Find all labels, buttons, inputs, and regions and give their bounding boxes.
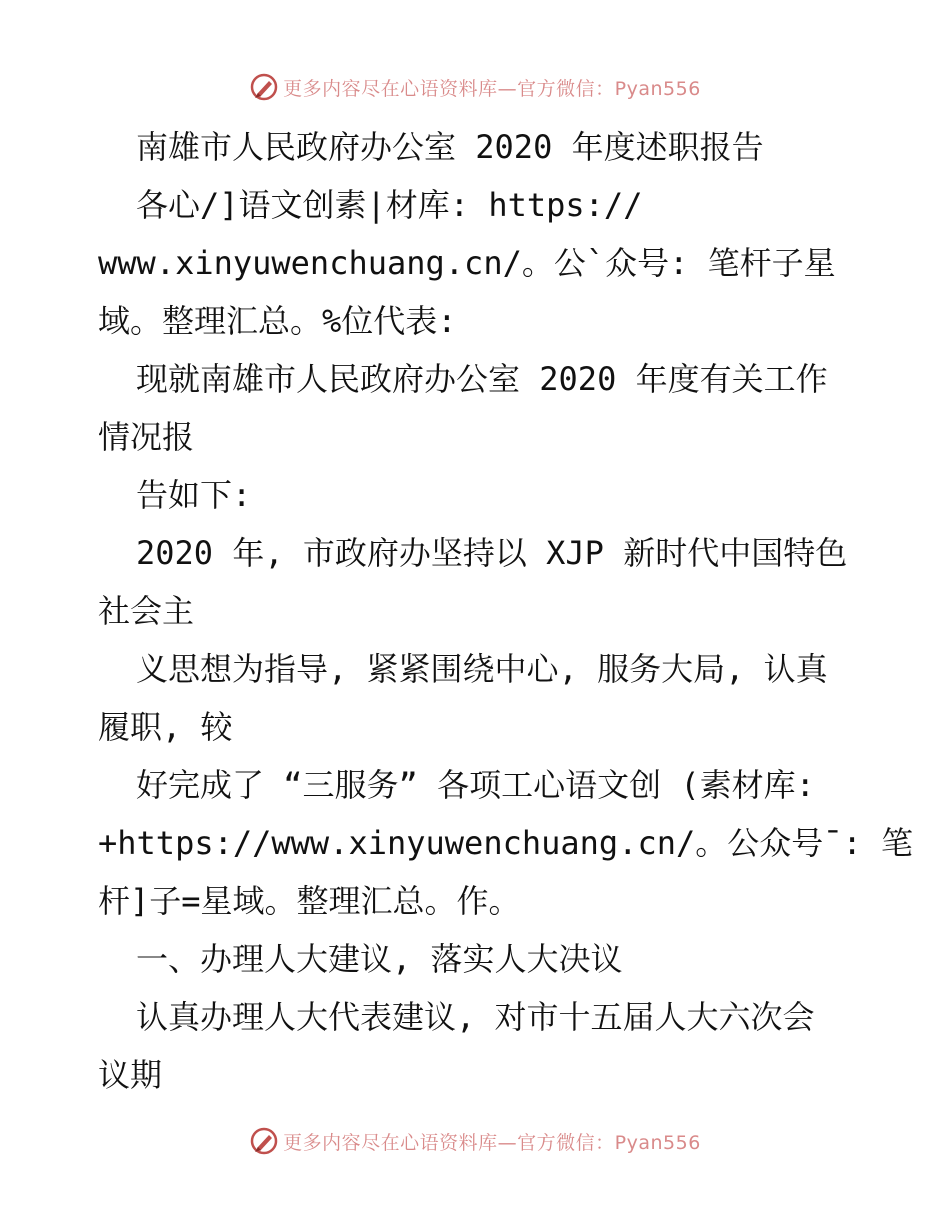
paragraph-line: 告如下: — [136, 476, 252, 514]
document-title: 南雄市人民政府办公室 2020 年度述职报告 — [136, 128, 764, 166]
header-watermark-text: 更多内容尽在心语资料库—官方微信：Pyan556 — [283, 77, 701, 100]
paragraph-line: 社会主 — [98, 592, 195, 630]
header-watermark — [0, 72, 950, 102]
paragraph-line: 现就南雄市人民政府办公室 2020 年度有关工作 — [136, 360, 828, 398]
footer-watermark-text: 更多内容尽在心语资料库—官方微信：Pyan556 — [283, 1131, 701, 1154]
footer-watermark — [0, 1126, 950, 1156]
paragraph-line: 认真办理人大代表建议, 对市十五届人大六次会 — [136, 998, 815, 1036]
paragraph-line: +https://www.xinyuwenchuang.cn/。公众号¯: 笔 — [98, 824, 914, 862]
section-heading: 一、办理人大建议, 落实人大决议 — [136, 940, 623, 978]
paragraph-line: 杆]子=星域。整理汇总。作。 — [98, 882, 521, 920]
paragraph-line: 各心/]语文创素|材库: https:// — [136, 186, 643, 224]
paragraph-line: 情况报 — [98, 418, 195, 456]
pen-logo-icon — [249, 72, 279, 102]
paragraph-line: 好完成了 “三服务” 各项工心语文创 (素材库: — [136, 766, 815, 804]
paragraph-line: 履职, 较 — [98, 708, 233, 746]
paragraph-line: 域。整理汇总。%位代表: — [98, 302, 457, 340]
paragraph-line: www.xinyuwenchuang.cn/。公`众号: 笔杆子星 — [98, 244, 836, 282]
paragraph-line: 2020 年, 市政府办坚持以 XJP 新时代中国特色 — [136, 534, 848, 572]
pen-logo-icon — [249, 1126, 279, 1156]
paragraph-line: 议期 — [98, 1056, 163, 1094]
paragraph-line: 义思想为指导, 紧紧围绕中心, 服务大局, 认真 — [136, 650, 828, 688]
